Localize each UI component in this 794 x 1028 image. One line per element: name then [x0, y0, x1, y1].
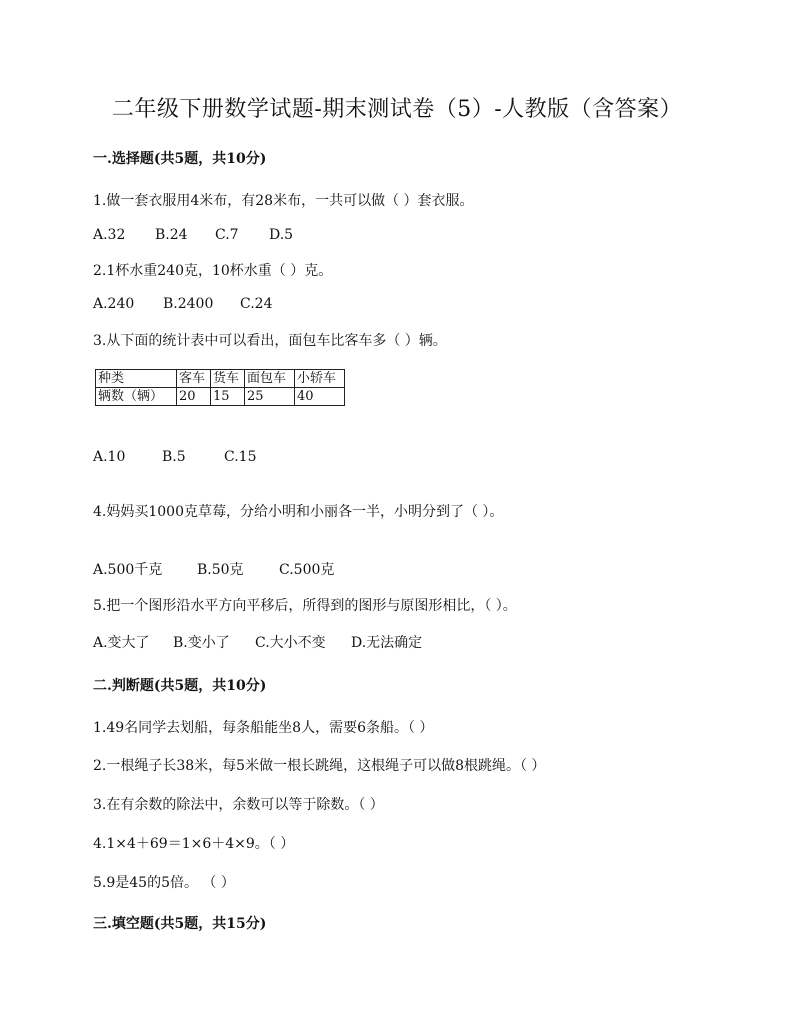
table-cell: 15: [211, 388, 245, 406]
option: D.5: [269, 227, 294, 243]
choice-options-1: [93, 227, 293, 243]
choice-question-2: 2.1杯水重240克，10杯水重（ ）克。: [93, 263, 333, 279]
judge-question-3: 3.在有余数的除法中，余数可以等于除数。（ ）: [93, 797, 384, 813]
table-row: [96, 388, 345, 406]
option: C.500克: [279, 562, 335, 578]
table-cell: 货车: [211, 370, 245, 388]
choice-question-5: 5.把一个图形沿水平方向平移后，所得到的图形与原图形相比，（ ）。: [93, 598, 517, 614]
option: C.15: [224, 449, 257, 465]
option: A.240: [93, 296, 135, 312]
table-header-row: [96, 370, 345, 388]
option: A.10: [93, 449, 126, 465]
option: A.500千克: [93, 562, 163, 578]
section-heading-judge: 二.判断题(共5题，共10分): [93, 678, 267, 694]
judge-question-2: 2.一根绳子长38米，每5米做一根长跳绳，这根绳子可以做8根跳绳。（ ）: [93, 758, 546, 774]
choice-question-1: 1.做一套衣服用4米布，有28米布，一共可以做（ ）套衣服。: [93, 193, 474, 209]
option: D.无法确定: [351, 635, 423, 651]
option: B.5: [162, 449, 186, 465]
page-title: 二年级下册数学试题-期末测试卷（5）-人教版（含答案）: [111, 97, 683, 122]
section-heading-choice: 一.选择题(共5题，共10分): [93, 151, 267, 167]
table-cell: 20: [177, 388, 211, 406]
table-cell: 40: [295, 388, 345, 406]
statistics-table: [95, 369, 345, 406]
judge-question-4: 4.1×4＋69＝1×6＋4×9。（ ）: [93, 836, 295, 852]
table-cell: 小轿车: [295, 370, 345, 388]
option: A.32: [93, 227, 126, 243]
option: A.变大了: [93, 635, 150, 651]
judge-question-1: 1.49名同学去划船，每条船能坐8人，需要6条船。（ ）: [93, 720, 434, 736]
choice-options-2: [93, 296, 272, 312]
table-cell: 客车: [177, 370, 211, 388]
option: B.2400: [163, 296, 214, 312]
section-heading-fill: 三.填空题(共5题，共15分): [93, 916, 267, 932]
option: C.24: [240, 296, 273, 312]
choice-question-4: 4.妈妈买1000克草莓，分给小明和小丽各一半，小明分到了（ ）。: [93, 504, 504, 520]
table-cell: 面包车: [245, 370, 295, 388]
option: B.50克: [197, 562, 244, 578]
choice-options-4: [93, 559, 334, 579]
choice-question-3: 3.从下面的统计表中可以看出，面包车比客车多（ ）辆。: [93, 333, 447, 349]
option: C.7: [215, 227, 239, 243]
option: C.大小不变: [255, 635, 326, 651]
table-cell: 25: [245, 388, 295, 406]
table-cell: 种类: [96, 370, 177, 388]
judge-question-5: 5.9是45的5倍。 （ ）: [93, 875, 235, 891]
choice-options-3: [93, 449, 256, 465]
choice-options-5: [93, 632, 422, 652]
option: B.24: [155, 227, 188, 243]
option: B.变小了: [173, 635, 230, 651]
table-cell: 辆数（辆）: [96, 388, 177, 406]
